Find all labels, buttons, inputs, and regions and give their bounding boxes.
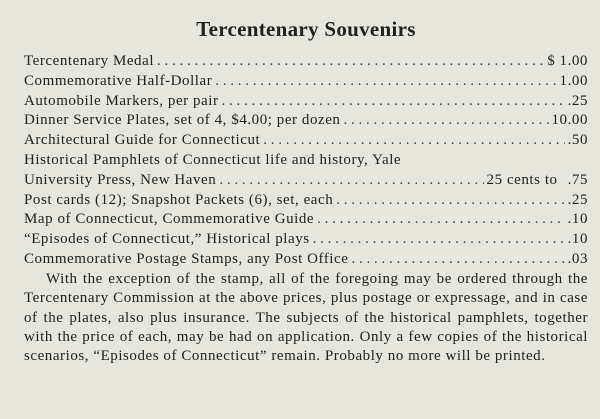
item-label: Map of Connecticut, Commemorative Guide (24, 211, 315, 228)
item-label: “Episodes of Connecticut,” Historical plays (24, 231, 310, 248)
ordering-note-paragraph: With the exception of the stamp, all of the foregoing may be ordered through the Tercentenary Commission at the above prices, plus postage or expressage, and in case of the plates, also plus insurance. The subjects of the historical pamphlets, together with the price of each, may be had on application. Only a few copies of the historical scenarios, “Episodes of Connecticut” remain. Probably no more will be printed. (24, 270, 588, 365)
leader-dots (336, 191, 564, 211)
price-list-item (24, 230, 588, 250)
item-label: Commemorative Half-Dollar (24, 72, 213, 89)
price-list-item (24, 72, 588, 92)
item-price: .03 (567, 250, 588, 267)
price-list-item (24, 171, 588, 191)
item-label: Architectural Guide for Connecticut (24, 132, 261, 149)
leader-dots (343, 111, 548, 131)
leader-dots (215, 72, 556, 92)
item-price: 10.00 (551, 112, 588, 129)
item-label-line1: Historical Pamphlets of Connecticut life and history, Yale (24, 151, 402, 168)
leader-dots (157, 52, 544, 72)
item-label: Automobile Markers, per pair (24, 92, 219, 109)
price-list-item (24, 210, 588, 230)
price-list-item (24, 92, 588, 112)
item-price: .75 (567, 171, 588, 188)
item-label: Dinner Service Plates, set of 4, $4.00; per dozen (24, 112, 341, 129)
price-list-item (24, 111, 588, 131)
price-list-item-line1 (24, 151, 588, 171)
price-list (24, 52, 588, 270)
item-price: 1.00 (559, 72, 588, 89)
item-price: .50 (567, 132, 588, 149)
item-price: .25 (567, 191, 588, 208)
price-list-item (24, 131, 588, 151)
item-label: Tercentenary Medal (24, 53, 155, 69)
leader-dots (222, 92, 565, 112)
item-label: Post cards (12); Snapshot Packets (6), set, each (24, 191, 334, 208)
price-list-item (24, 52, 588, 72)
item-label: Commemorative Postage Stamps, any Post Office (24, 250, 349, 267)
price-list-item (24, 250, 588, 270)
item-price: .25 (567, 92, 588, 109)
item-label: University Press, New Haven (24, 171, 217, 188)
item-price: .10 (567, 231, 588, 248)
leader-dots (263, 131, 564, 151)
leader-dots (317, 210, 564, 230)
leader-dots (219, 171, 483, 191)
price-list-item (24, 191, 588, 211)
leader-dots (313, 230, 565, 250)
item-price: .10 (567, 211, 588, 228)
page-title: Tercentenary Souvenirs (196, 17, 416, 41)
item-price-note: 25 cents to (486, 171, 558, 188)
item-price: $ 1.00 (547, 53, 588, 69)
leader-dots (351, 250, 564, 270)
